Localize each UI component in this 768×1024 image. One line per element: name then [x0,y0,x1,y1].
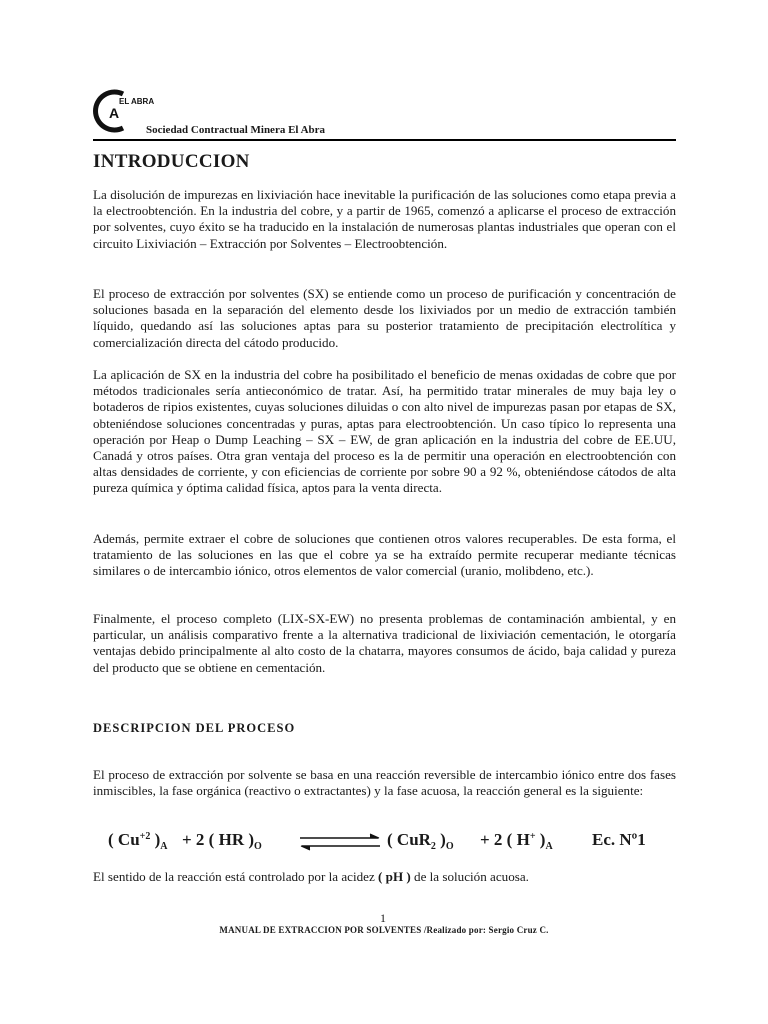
el-abra-logo [93,88,155,134]
footer-manual: MANUAL DE EXTRACCION POR SOLVENTES /Realizado por: Sergio Cruz C. [219,925,549,935]
equation-term-h: + 2 ( H+ )$_A$ [480,830,553,852]
section-title-process: DESCRIPCION DEL PROCESO [93,721,296,735]
reaction-equation [108,830,668,856]
svg-text:A: A [109,105,120,121]
paragraph: El proceso de extracción por solvente se basa en una reacción reversible de intercambio iónico entre dos fases inmiscibles, la fase orgánica (reactivo o extractantes) y la fase acuosa, la reacción general es la siguiente: [93,767,676,799]
equation-label: Ec. Nº1 [592,830,646,849]
equation-term-cu: ( $Cu^{+2}$ )$_A$ [108,830,168,852]
paragraph: La disolución de impurezas en lixiviación hace inevitable la purificación de las soluciones como etapa previa a la electroobtención. En la industria del cobre, y a partir de 1965, comenzó a aplicarse el proceso de extracción por solventes, cuyo éxito se ha traducido en la instalación de numerosas plantas industriales que operan con el circuito Lixiviación – Extracción por Solventes – Electroobtención. [93,187,676,251]
paragraph: Finalmente, el proceso completo (LIX-SX-EW) no presenta problemas de contaminación ambiental, y en particular, un análisis comparativo frente a la alternativa tradicional de lixiviación cementación, le otorgaría ventajas debido principalmente al alto costo de la chatarra, mayores consumos de ácido, baja calidad y pureza del producto que se obtiene en cementación. [93,611,676,675]
section-title-intro: INTRODUCCION [93,151,250,172]
ph-sentence: El sentido de la reacción está controlado por la acidez ( pH ) de la solución acuosa. [93,869,529,884]
company-name: Sociedad Contractual Minera El Abra [146,124,326,136]
paragraph: El proceso de extracción por solventes (SX) se entiende como un proceso de purificación y concentración de soluciones basada en la separación del elemento desde los lixiviados por un medio de extracción también líquido, quedando así las soluciones aptas para su posterior tratamiento de precipitación electrolítica y comercialización directa del cátodo producido. [93,286,676,350]
equation-term-hr: + 2 ( HR )$_O$ [182,830,262,852]
page-number: 1 [380,911,386,925]
equation-term-cur2: ( CuR$_2$ )$_O$ [387,830,454,852]
equilibrium-arrows-icon [298,832,382,852]
paragraph: La aplicación de SX en la industria del cobre ha posibilitado el beneficio de menas oxidadas de cobre que por métodos tradicionales sería antieconómico de tratar. Así, ha permitido tratar minerales de muy baja ley o botaderos de ripios existentes, cuyas soluciones diluidas o con alto nivel de impurezas pasan por etapas de SX, obteniéndose soluciones concentradas y puras, aptas para electroobtención. Un caso típico lo representa una operación por Heap o Dump Leaching – SX – EW, de gran aplicación en la industria del cobre de EE.UU, Canadá y otros países. Otra gran ventaja del proceso es la de permitir una operación en electroobtención con altas densidades de corriente, y con eficiencias de corriente por sobre 90 a 92 %, obteniéndose cátodos de alta pureza química y óptima calidad física, aptos para la venta directa. [93,367,676,496]
svg-text:EL ABRA: EL ABRA [119,97,155,106]
header-rule [93,139,676,141]
paragraph: Además, permite extraer el cobre de soluciones que contienen otros valores recuperables. De esta forma, el tratamiento de las soluciones en las que el cobre ya se ha extraído permite recuperar mediante técnicas similares o de intercambio iónico, otros elementos de valor comercial (uranio, molibdeno, etc.). [93,531,676,579]
